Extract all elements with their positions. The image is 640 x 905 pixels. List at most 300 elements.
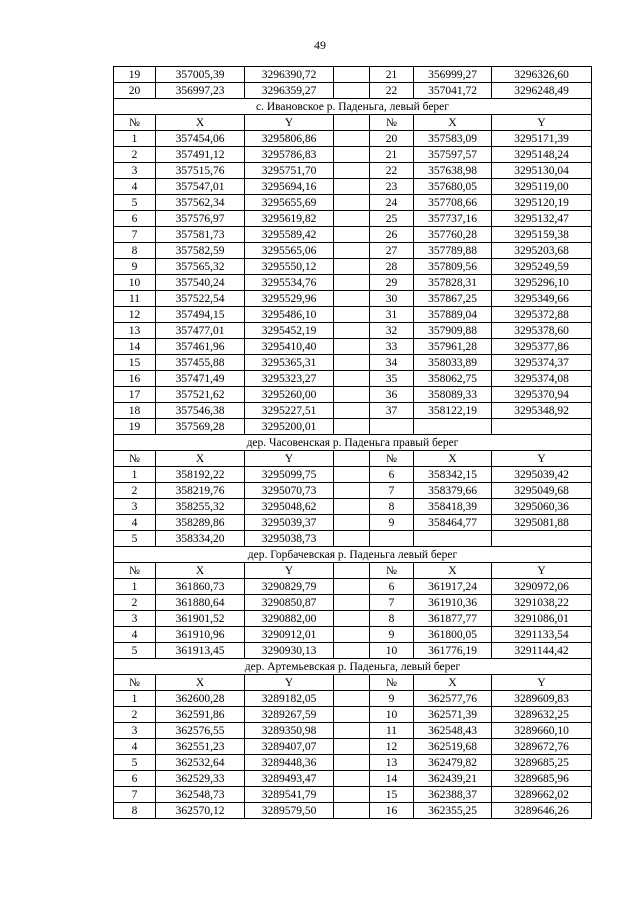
table-row	[114, 515, 592, 531]
x-coordinate-cell: 358255,32	[156, 499, 245, 515]
point-number-cell: 5	[114, 643, 156, 659]
x-coordinate-cell: 361917,24	[414, 579, 492, 595]
empty-cell	[334, 467, 370, 483]
y-coordinate-cell: 3295119,00	[492, 179, 592, 195]
x-coordinate-cell: 358122,19	[414, 403, 492, 419]
table-row	[114, 227, 592, 243]
empty-cell	[334, 691, 370, 707]
point-number-cell: 8	[370, 499, 414, 515]
y-coordinate-cell: 3295249,59	[492, 259, 592, 275]
point-number-cell: 8	[114, 243, 156, 259]
section-title: дер. Часовенская р. Паденьга правый берег	[114, 435, 592, 451]
table-row	[114, 499, 592, 515]
point-number-cell: 7	[114, 227, 156, 243]
y-coordinate-cell: 3289609,83	[492, 691, 592, 707]
empty-cell	[334, 675, 370, 691]
table-row	[114, 179, 592, 195]
y-coordinate-cell: 3290829,79	[245, 579, 334, 595]
y-coordinate-cell: 3289660,10	[492, 723, 592, 739]
x-coordinate-cell: 362529,33	[156, 771, 245, 787]
empty-cell	[334, 483, 370, 499]
y-coordinate-cell: 3289672,76	[492, 739, 592, 755]
table-row	[114, 67, 592, 83]
header-x: X	[156, 675, 245, 691]
table-row	[114, 211, 592, 227]
point-number-cell: 12	[370, 739, 414, 755]
table-row	[114, 483, 592, 499]
table-row	[114, 163, 592, 179]
point-number-cell: 3	[114, 499, 156, 515]
x-coordinate-cell: 357583,09	[414, 131, 492, 147]
point-number-cell: 24	[370, 195, 414, 211]
empty-cell	[334, 643, 370, 659]
point-number-cell: 15	[114, 355, 156, 371]
point-number-cell: 1	[114, 467, 156, 483]
x-coordinate-cell: 361910,36	[414, 595, 492, 611]
y-coordinate-cell: 3295296,10	[492, 275, 592, 291]
point-number-cell: 31	[370, 307, 414, 323]
empty-cell	[334, 451, 370, 467]
x-coordinate-cell: 358062,75	[414, 371, 492, 387]
y-coordinate-cell: 3295200,01	[245, 419, 334, 435]
y-coordinate-cell: 3295203,68	[492, 243, 592, 259]
point-number-cell: 1	[114, 579, 156, 595]
point-number-cell: 13	[370, 755, 414, 771]
empty-cell	[334, 611, 370, 627]
point-number-cell: 8	[370, 611, 414, 627]
point-number-cell: 19	[114, 67, 156, 83]
x-coordinate-cell: 357477,01	[156, 323, 245, 339]
y-coordinate-cell: 3295529,96	[245, 291, 334, 307]
column-header-row	[114, 563, 592, 579]
section-title: дер. Горбачевская р. Паденьга левый берег	[114, 547, 592, 563]
point-number-cell: 9	[370, 515, 414, 531]
x-coordinate-cell: 362570,12	[156, 803, 245, 819]
table-row	[114, 787, 592, 803]
x-coordinate-cell: 357521,62	[156, 387, 245, 403]
table-row	[114, 419, 592, 435]
y-coordinate-cell: 3295589,42	[245, 227, 334, 243]
table-row	[114, 243, 592, 259]
page-number: 49	[314, 38, 326, 52]
y-coordinate-cell: 3295372,88	[492, 307, 592, 323]
point-number-cell: 10	[370, 643, 414, 659]
point-number-cell: 5	[114, 531, 156, 547]
y-coordinate-cell: 3295374,08	[492, 371, 592, 387]
table-row	[114, 355, 592, 371]
empty-cell	[334, 755, 370, 771]
section-title-row	[114, 435, 592, 451]
y-coordinate-cell: 3295806,86	[245, 131, 334, 147]
y-coordinate-cell: 3289267,59	[245, 707, 334, 723]
empty-cell	[334, 339, 370, 355]
empty-cell	[334, 595, 370, 611]
point-number-cell: 33	[370, 339, 414, 355]
x-coordinate-cell: 357760,28	[414, 227, 492, 243]
header-y: Y	[245, 675, 334, 691]
header-x: X	[156, 563, 245, 579]
column-header-row	[114, 115, 592, 131]
header-number: №	[114, 451, 156, 467]
empty-cell	[334, 67, 370, 83]
x-coordinate-cell: 362388,37	[414, 787, 492, 803]
table-row	[114, 307, 592, 323]
point-number-cell: 2	[114, 147, 156, 163]
x-coordinate-cell: 357889,04	[414, 307, 492, 323]
x-coordinate-cell: 357454,06	[156, 131, 245, 147]
empty-cell	[334, 739, 370, 755]
empty-cell	[334, 803, 370, 819]
y-coordinate-cell: 3295227,51	[245, 403, 334, 419]
y-coordinate-cell: 3289685,96	[492, 771, 592, 787]
point-number-cell: 8	[114, 803, 156, 819]
table-row	[114, 131, 592, 147]
y-coordinate-cell: 3295060,36	[492, 499, 592, 515]
point-number-cell: 10	[114, 275, 156, 291]
point-number-cell: 5	[114, 755, 156, 771]
x-coordinate-cell: 361800,05	[414, 627, 492, 643]
x-coordinate-cell: 357582,59	[156, 243, 245, 259]
table-row	[114, 275, 592, 291]
y-coordinate-cell: 3295049,68	[492, 483, 592, 499]
point-number-cell	[370, 419, 414, 435]
table-row	[114, 83, 592, 99]
x-coordinate-cell: 362576,55	[156, 723, 245, 739]
y-coordinate-cell: 3296248,49	[492, 83, 592, 99]
point-number-cell: 11	[370, 723, 414, 739]
section-title: с. Ивановское р. Паденьга, левый берег	[114, 99, 592, 115]
header-x: X	[414, 563, 492, 579]
x-coordinate-cell: 357565,32	[156, 259, 245, 275]
table-row	[114, 611, 592, 627]
header-y: Y	[245, 451, 334, 467]
header-y: Y	[492, 563, 592, 579]
section-title-row	[114, 547, 592, 563]
x-coordinate-cell: 361901,52	[156, 611, 245, 627]
point-number-cell: 32	[370, 323, 414, 339]
y-coordinate-cell: 3295038,73	[245, 531, 334, 547]
point-number-cell: 2	[114, 483, 156, 499]
table-row	[114, 595, 592, 611]
point-number-cell: 36	[370, 387, 414, 403]
y-coordinate-cell: 3295120,19	[492, 195, 592, 211]
y-coordinate-cell: 3289350,98	[245, 723, 334, 739]
x-coordinate-cell: 361910,96	[156, 627, 245, 643]
table-row	[114, 387, 592, 403]
x-coordinate-cell: 357491,12	[156, 147, 245, 163]
y-coordinate-cell: 3295452,19	[245, 323, 334, 339]
y-coordinate-cell: 3295039,37	[245, 515, 334, 531]
point-number-cell: 14	[370, 771, 414, 787]
y-coordinate-cell: 3296326,60	[492, 67, 592, 83]
point-number-cell: 9	[370, 691, 414, 707]
point-number-cell: 11	[114, 291, 156, 307]
y-coordinate-cell: 3295550,12	[245, 259, 334, 275]
x-coordinate-cell: 362479,82	[414, 755, 492, 771]
table-row	[114, 371, 592, 387]
point-number-cell: 18	[114, 403, 156, 419]
column-header-row	[114, 675, 592, 691]
table-row	[114, 803, 592, 819]
x-coordinate-cell: 357961,28	[414, 339, 492, 355]
point-number-cell: 2	[114, 595, 156, 611]
empty-cell	[334, 387, 370, 403]
x-coordinate-cell: 358334,20	[156, 531, 245, 547]
y-coordinate-cell: 3295132,47	[492, 211, 592, 227]
table-row	[114, 291, 592, 307]
table-row	[114, 339, 592, 355]
y-coordinate-cell: 3295048,62	[245, 499, 334, 515]
x-coordinate-cell: 357867,25	[414, 291, 492, 307]
empty-cell	[334, 195, 370, 211]
empty-cell	[334, 307, 370, 323]
y-coordinate-cell: 3289541,79	[245, 787, 334, 803]
header-x: X	[414, 675, 492, 691]
section-title: дер. Артемьевская р. Паденьга, левый берег	[114, 659, 592, 675]
y-coordinate-cell: 3296390,72	[245, 67, 334, 83]
x-coordinate-cell: 358289,86	[156, 515, 245, 531]
x-coordinate-cell: 356997,23	[156, 83, 245, 99]
x-coordinate-cell: 358089,33	[414, 387, 492, 403]
point-number-cell: 9	[114, 259, 156, 275]
x-coordinate-cell: 357581,73	[156, 227, 245, 243]
x-coordinate-cell: 361776,19	[414, 643, 492, 659]
x-coordinate-cell: 361860,73	[156, 579, 245, 595]
y-coordinate-cell: 3295619,82	[245, 211, 334, 227]
y-coordinate-cell: 3289493,47	[245, 771, 334, 787]
point-number-cell: 7	[370, 595, 414, 611]
header-number: №	[370, 563, 414, 579]
header-x: X	[156, 115, 245, 131]
x-coordinate-cell: 358192,22	[156, 467, 245, 483]
empty-cell	[334, 291, 370, 307]
y-coordinate-cell: 3295751,70	[245, 163, 334, 179]
empty-cell	[334, 419, 370, 435]
empty-cell	[334, 371, 370, 387]
point-number-cell: 3	[114, 611, 156, 627]
y-coordinate-cell: 3290930,13	[245, 643, 334, 659]
empty-cell	[334, 259, 370, 275]
x-coordinate-cell: 357828,31	[414, 275, 492, 291]
point-number-cell: 14	[114, 339, 156, 355]
column-header-row	[114, 451, 592, 467]
x-coordinate-cell: 362577,76	[414, 691, 492, 707]
header-y: Y	[245, 115, 334, 131]
y-coordinate-cell: 3295081,88	[492, 515, 592, 531]
header-x: X	[414, 451, 492, 467]
y-coordinate-cell: 3295039,42	[492, 467, 592, 483]
empty-cell	[334, 403, 370, 419]
header-number: №	[114, 115, 156, 131]
point-number-cell: 6	[114, 211, 156, 227]
point-number-cell: 19	[114, 419, 156, 435]
x-coordinate-cell: 357789,88	[414, 243, 492, 259]
point-number-cell: 4	[114, 739, 156, 755]
x-coordinate-cell: 357576,97	[156, 211, 245, 227]
table-row	[114, 627, 592, 643]
point-number-cell: 29	[370, 275, 414, 291]
header-y: Y	[492, 115, 592, 131]
empty-cell	[334, 499, 370, 515]
table-row	[114, 323, 592, 339]
empty-cell	[334, 627, 370, 643]
y-coordinate-cell: 3290912,01	[245, 627, 334, 643]
header-number: №	[114, 675, 156, 691]
y-coordinate-cell: 3289662,02	[492, 787, 592, 803]
header-y: Y	[492, 451, 592, 467]
point-number-cell: 22	[370, 83, 414, 99]
point-number-cell: 6	[114, 771, 156, 787]
y-coordinate-cell: 3289448,36	[245, 755, 334, 771]
x-coordinate-cell: 357522,54	[156, 291, 245, 307]
x-coordinate-cell: 357708,66	[414, 195, 492, 211]
y-coordinate-cell: 3291144,42	[492, 643, 592, 659]
point-number-cell: 34	[370, 355, 414, 371]
point-number-cell: 21	[370, 147, 414, 163]
header-y: Y	[492, 675, 592, 691]
x-coordinate-cell: 357471,49	[156, 371, 245, 387]
point-number-cell: 16	[370, 803, 414, 819]
table-row	[114, 467, 592, 483]
empty-cell	[334, 515, 370, 531]
empty-cell	[334, 211, 370, 227]
point-number-cell: 4	[114, 515, 156, 531]
empty-cell	[334, 83, 370, 99]
x-coordinate-cell: 357680,05	[414, 179, 492, 195]
header-x: X	[156, 451, 245, 467]
section-title-row	[114, 659, 592, 675]
x-coordinate-cell: 357737,16	[414, 211, 492, 227]
point-number-cell: 4	[114, 627, 156, 643]
y-coordinate-cell: 3295786,83	[245, 147, 334, 163]
point-number-cell: 22	[370, 163, 414, 179]
x-coordinate-cell: 357562,34	[156, 195, 245, 211]
point-number-cell: 28	[370, 259, 414, 275]
x-coordinate-cell: 358464,77	[414, 515, 492, 531]
y-coordinate-cell: 3295323,27	[245, 371, 334, 387]
x-coordinate-cell	[414, 531, 492, 547]
x-coordinate-cell: 357909,88	[414, 323, 492, 339]
empty-cell	[334, 771, 370, 787]
y-coordinate-cell: 3295486,10	[245, 307, 334, 323]
empty-cell	[334, 227, 370, 243]
x-coordinate-cell: 362355,25	[414, 803, 492, 819]
y-coordinate-cell: 3289579,50	[245, 803, 334, 819]
point-number-cell: 16	[114, 371, 156, 387]
coordinates-table	[113, 66, 592, 819]
point-number-cell: 37	[370, 403, 414, 419]
point-number-cell: 13	[114, 323, 156, 339]
x-coordinate-cell: 357461,96	[156, 339, 245, 355]
point-number-cell: 35	[370, 371, 414, 387]
x-coordinate-cell: 358418,39	[414, 499, 492, 515]
table-row	[114, 643, 592, 659]
y-coordinate-cell: 3295171,39	[492, 131, 592, 147]
header-y: Y	[245, 563, 334, 579]
y-coordinate-cell: 3295148,24	[492, 147, 592, 163]
y-coordinate-cell: 3295370,94	[492, 387, 592, 403]
y-coordinate-cell: 3295378,60	[492, 323, 592, 339]
point-number-cell: 3	[114, 163, 156, 179]
x-coordinate-cell: 357547,01	[156, 179, 245, 195]
point-number-cell: 30	[370, 291, 414, 307]
empty-cell	[334, 723, 370, 739]
point-number-cell: 27	[370, 243, 414, 259]
x-coordinate-cell: 358033,89	[414, 355, 492, 371]
x-coordinate-cell: 362532,64	[156, 755, 245, 771]
x-coordinate-cell: 362591,86	[156, 707, 245, 723]
x-coordinate-cell: 361877,77	[414, 611, 492, 627]
empty-cell	[334, 323, 370, 339]
point-number-cell: 26	[370, 227, 414, 243]
y-coordinate-cell: 3295099,75	[245, 467, 334, 483]
table-row	[114, 147, 592, 163]
point-number-cell: 1	[114, 131, 156, 147]
point-number-cell	[370, 531, 414, 547]
point-number-cell: 4	[114, 179, 156, 195]
point-number-cell: 25	[370, 211, 414, 227]
y-coordinate-cell: 3295655,69	[245, 195, 334, 211]
empty-cell	[334, 275, 370, 291]
empty-cell	[334, 131, 370, 147]
table-row	[114, 771, 592, 787]
header-number: №	[370, 115, 414, 131]
point-number-cell: 9	[370, 627, 414, 643]
x-coordinate-cell: 357597,57	[414, 147, 492, 163]
x-coordinate-cell: 357546,38	[156, 403, 245, 419]
point-number-cell: 7	[370, 483, 414, 499]
x-coordinate-cell: 362519,68	[414, 739, 492, 755]
y-coordinate-cell: 3291086,01	[492, 611, 592, 627]
point-number-cell: 20	[114, 83, 156, 99]
point-number-cell: 6	[370, 579, 414, 595]
y-coordinate-cell: 3295410,40	[245, 339, 334, 355]
y-coordinate-cell: 3296359,27	[245, 83, 334, 99]
point-number-cell: 23	[370, 179, 414, 195]
y-coordinate-cell	[492, 419, 592, 435]
point-number-cell: 12	[114, 307, 156, 323]
y-coordinate-cell: 3295565,06	[245, 243, 334, 259]
x-coordinate-cell: 356999,27	[414, 67, 492, 83]
x-coordinate-cell: 357494,15	[156, 307, 245, 323]
y-coordinate-cell: 3290850,87	[245, 595, 334, 611]
header-x: X	[414, 115, 492, 131]
empty-cell	[334, 707, 370, 723]
empty-cell	[334, 531, 370, 547]
y-coordinate-cell: 3290972,06	[492, 579, 592, 595]
x-coordinate-cell: 357455,88	[156, 355, 245, 371]
point-number-cell: 17	[114, 387, 156, 403]
y-coordinate-cell: 3295365,31	[245, 355, 334, 371]
y-coordinate-cell: 3295130,04	[492, 163, 592, 179]
point-number-cell: 2	[114, 707, 156, 723]
x-coordinate-cell: 362600,28	[156, 691, 245, 707]
x-coordinate-cell: 357569,28	[156, 419, 245, 435]
y-coordinate-cell: 3295348,92	[492, 403, 592, 419]
table-row	[114, 531, 592, 547]
empty-cell	[334, 147, 370, 163]
x-coordinate-cell: 358219,76	[156, 483, 245, 499]
table-row	[114, 707, 592, 723]
x-coordinate-cell: 358379,66	[414, 483, 492, 499]
y-coordinate-cell: 3295377,86	[492, 339, 592, 355]
point-number-cell: 1	[114, 691, 156, 707]
x-coordinate-cell: 357638,98	[414, 163, 492, 179]
x-coordinate-cell: 357041,72	[414, 83, 492, 99]
point-number-cell: 5	[114, 195, 156, 211]
x-coordinate-cell: 361913,45	[156, 643, 245, 659]
point-number-cell: 7	[114, 787, 156, 803]
